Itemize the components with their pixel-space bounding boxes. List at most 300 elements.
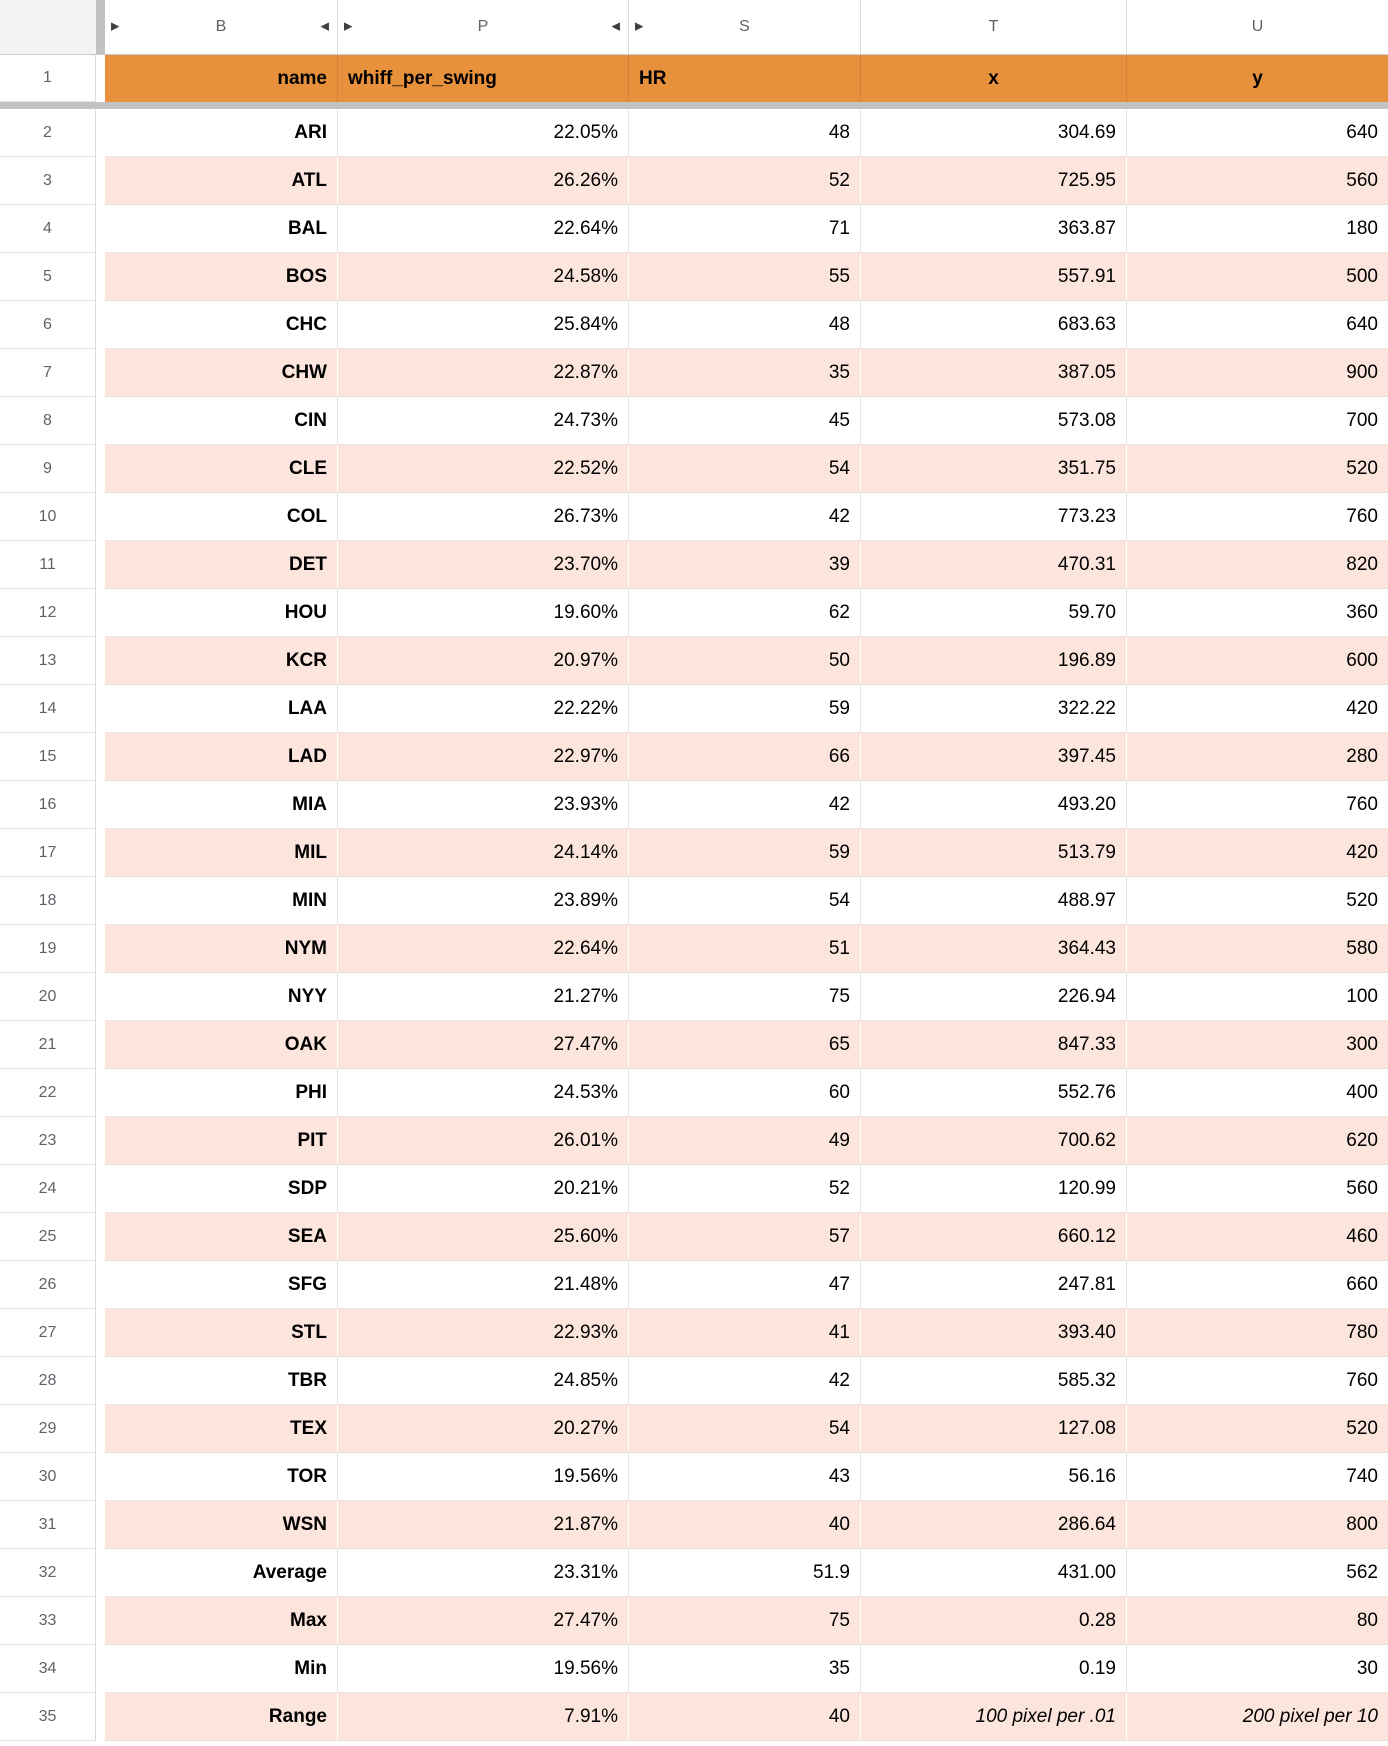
cell-name[interactable]: BOS	[105, 253, 338, 301]
cell-name[interactable]: NYM	[105, 925, 338, 973]
cell-name[interactable]: CHW	[105, 349, 338, 397]
header-cell-whiff[interactable]: whiff_per_swing	[338, 55, 629, 102]
cell-x[interactable]: 120.99	[861, 1165, 1127, 1213]
cell-name[interactable]: OAK	[105, 1021, 338, 1069]
frozen-column-band	[96, 253, 105, 301]
row-number[interactable]: 28	[0, 1357, 96, 1405]
cell-name[interactable]: LAD	[105, 733, 338, 781]
column-letter-label: U	[1251, 18, 1264, 35]
cell-y[interactable]: 740	[1127, 1453, 1388, 1501]
table-row	[0, 781, 1388, 829]
table-row	[0, 301, 1388, 349]
row-number[interactable]: 34	[0, 1645, 96, 1693]
header-cell-y[interactable]: y	[1127, 55, 1388, 102]
cell-name[interactable]: Average	[105, 1549, 338, 1597]
row-number[interactable]: 27	[0, 1309, 96, 1357]
frozen-column-band	[96, 397, 105, 445]
row-number[interactable]: 21	[0, 1021, 96, 1069]
cell-y[interactable]: 900	[1127, 349, 1388, 397]
table-row	[0, 109, 1388, 157]
row-number[interactable]: 31	[0, 1501, 96, 1549]
cell-x[interactable]: 322.22	[861, 685, 1127, 733]
table-row	[0, 1309, 1388, 1357]
cell-whiff[interactable]: 24.58%	[338, 253, 629, 301]
row-number[interactable]: 29	[0, 1405, 96, 1453]
row-number[interactable]: 8	[0, 397, 96, 445]
frozen-column-band	[96, 493, 105, 541]
cell-whiff[interactable]: 19.56%	[338, 1645, 629, 1693]
row-number[interactable]: 10	[0, 493, 96, 541]
column-header-U[interactable]	[1127, 0, 1388, 55]
cell-y[interactable]: 180	[1127, 205, 1388, 253]
cell-y[interactable]: 560	[1127, 157, 1388, 205]
cell-x[interactable]: 700.62	[861, 1117, 1127, 1165]
table-row	[0, 1597, 1388, 1645]
cell-name[interactable]: Min	[105, 1645, 338, 1693]
cell-name[interactable]: CIN	[105, 397, 338, 445]
cell-x[interactable]: 0.19	[861, 1645, 1127, 1693]
frozen-column-band	[96, 1645, 105, 1693]
row-number[interactable]: 26	[0, 1261, 96, 1309]
row-number[interactable]: 32	[0, 1549, 96, 1597]
cell-hr[interactable]: 51	[629, 925, 861, 973]
frozen-column-divider	[96, 0, 105, 55]
cell-name[interactable]: MIL	[105, 829, 338, 877]
cell-x[interactable]: 0.28	[861, 1597, 1127, 1645]
frozen-column-band	[96, 877, 105, 925]
cell-hr[interactable]: 62	[629, 589, 861, 637]
cell-x[interactable]: 585.32	[861, 1357, 1127, 1405]
frozen-column-band	[96, 541, 105, 589]
cell-y[interactable]: 420	[1127, 829, 1388, 877]
row-number[interactable]: 7	[0, 349, 96, 397]
table-row	[0, 925, 1388, 973]
cell-x[interactable]: 488.97	[861, 877, 1127, 925]
column-header-S[interactable]	[629, 0, 861, 55]
cell-whiff[interactable]: 22.52%	[338, 445, 629, 493]
cell-y[interactable]: 80	[1127, 1597, 1388, 1645]
row-number[interactable]: 35	[0, 1693, 96, 1741]
row-number[interactable]: 30	[0, 1453, 96, 1501]
cell-x[interactable]: 660.12	[861, 1213, 1127, 1261]
cell-hr[interactable]: 66	[629, 733, 861, 781]
cell-y[interactable]: 520	[1127, 1405, 1388, 1453]
cell-name[interactable]: TOR	[105, 1453, 338, 1501]
cell-hr[interactable]: 59	[629, 829, 861, 877]
table-row	[0, 1213, 1388, 1261]
row-number[interactable]: 25	[0, 1213, 96, 1261]
frozen-column-band	[96, 781, 105, 829]
frozen-column-band	[96, 109, 105, 157]
table-row	[0, 1357, 1388, 1405]
cell-hr[interactable]: 54	[629, 445, 861, 493]
row-number[interactable]: 1	[0, 55, 96, 102]
cell-name[interactable]: ARI	[105, 109, 338, 157]
cell-name[interactable]: ATL	[105, 157, 338, 205]
cell-y[interactable]: 280	[1127, 733, 1388, 781]
row-number[interactable]: 23	[0, 1117, 96, 1165]
cell-whiff[interactable]: 23.93%	[338, 781, 629, 829]
cell-name[interactable]: TBR	[105, 1357, 338, 1405]
table-row	[0, 493, 1388, 541]
cell-y[interactable]: 30	[1127, 1645, 1388, 1693]
column-header-B[interactable]	[105, 0, 338, 55]
cell-name[interactable]: SDP	[105, 1165, 338, 1213]
cell-y[interactable]: 300	[1127, 1021, 1388, 1069]
cell-y[interactable]: 760	[1127, 493, 1388, 541]
row-number[interactable]: 3	[0, 157, 96, 205]
cell-name[interactable]: PIT	[105, 1117, 338, 1165]
cell-y[interactable]: 820	[1127, 541, 1388, 589]
frozen-column-band	[96, 1309, 105, 1357]
cell-hr[interactable]: 57	[629, 1213, 861, 1261]
cell-hr[interactable]: 39	[629, 541, 861, 589]
frozen-column-band	[96, 1261, 105, 1309]
frozen-column-band	[96, 589, 105, 637]
cell-hr[interactable]: 47	[629, 1261, 861, 1309]
table-row	[0, 1405, 1388, 1453]
cell-y[interactable]: 640	[1127, 109, 1388, 157]
frozen-column-band	[96, 1213, 105, 1261]
row-number[interactable]: 11	[0, 541, 96, 589]
table-row	[0, 541, 1388, 589]
column-header-T[interactable]	[861, 0, 1127, 55]
cell-hr[interactable]: 43	[629, 1453, 861, 1501]
cell-x[interactable]: 397.45	[861, 733, 1127, 781]
cell-name[interactable]: PHI	[105, 1069, 338, 1117]
row-number[interactable]: 2	[0, 109, 96, 157]
cell-hr[interactable]: 55	[629, 253, 861, 301]
row-number[interactable]: 15	[0, 733, 96, 781]
cell-whiff[interactable]: 22.05%	[338, 109, 629, 157]
table-row	[0, 877, 1388, 925]
table-row	[0, 445, 1388, 493]
cell-hr[interactable]: 75	[629, 973, 861, 1021]
table-row	[0, 1021, 1388, 1069]
table-row	[0, 1645, 1388, 1693]
cell-x[interactable]: 557.91	[861, 253, 1127, 301]
cell-name[interactable]: DET	[105, 541, 338, 589]
cell-whiff[interactable]: 24.53%	[338, 1069, 629, 1117]
cell-whiff[interactable]: 22.93%	[338, 1309, 629, 1357]
row-number[interactable]: 9	[0, 445, 96, 493]
cell-x[interactable]: 364.43	[861, 925, 1127, 973]
cell-name[interactable]: CHC	[105, 301, 338, 349]
cell-whiff[interactable]: 19.60%	[338, 589, 629, 637]
cell-whiff[interactable]: 22.87%	[338, 349, 629, 397]
row-number[interactable]: 22	[0, 1069, 96, 1117]
cell-hr[interactable]: 50	[629, 637, 861, 685]
cell-name[interactable]: TEX	[105, 1405, 338, 1453]
cell-y[interactable]: 620	[1127, 1117, 1388, 1165]
row-number[interactable]: 18	[0, 877, 96, 925]
hidden-columns-left-arrow-icon[interactable]: ▶	[635, 20, 644, 33]
cell-whiff[interactable]: 22.22%	[338, 685, 629, 733]
cell-whiff[interactable]: 20.21%	[338, 1165, 629, 1213]
cell-hr[interactable]: 45	[629, 397, 861, 445]
cell-name[interactable]: Range	[105, 1693, 338, 1741]
cell-name[interactable]: LAA	[105, 685, 338, 733]
row-number[interactable]: 33	[0, 1597, 96, 1645]
column-letter-label: B	[215, 18, 227, 35]
frozen-column-band	[96, 205, 105, 253]
row-number[interactable]: 5	[0, 253, 96, 301]
cell-whiff[interactable]: 26.26%	[338, 157, 629, 205]
cell-name[interactable]: SFG	[105, 1261, 338, 1309]
column-letter-label: T	[988, 18, 999, 35]
table-row	[0, 1549, 1388, 1597]
cell-whiff[interactable]: 19.56%	[338, 1453, 629, 1501]
cell-y[interactable]: 200 pixel per 10	[1127, 1693, 1388, 1741]
cell-whiff[interactable]: 23.89%	[338, 877, 629, 925]
row-number[interactable]: 6	[0, 301, 96, 349]
header-row	[0, 55, 1388, 102]
cell-whiff[interactable]: 20.27%	[338, 1405, 629, 1453]
cell-x[interactable]: 847.33	[861, 1021, 1127, 1069]
cell-hr[interactable]: 40	[629, 1693, 861, 1741]
cell-hr[interactable]: 60	[629, 1069, 861, 1117]
hidden-columns-left-arrow-icon[interactable]: ▶	[344, 20, 353, 33]
cell-whiff[interactable]: 21.87%	[338, 1501, 629, 1549]
cell-y[interactable]: 780	[1127, 1309, 1388, 1357]
cell-x[interactable]: 431.00	[861, 1549, 1127, 1597]
row-number[interactable]: 20	[0, 973, 96, 1021]
cell-y[interactable]: 420	[1127, 685, 1388, 733]
cell-x[interactable]: 100 pixel per .01	[861, 1693, 1127, 1741]
frozen-column-band	[96, 1021, 105, 1069]
row-number[interactable]: 14	[0, 685, 96, 733]
table-row	[0, 349, 1388, 397]
cell-name[interactable]: WSN	[105, 1501, 338, 1549]
frozen-column-band	[96, 1597, 105, 1645]
cell-hr[interactable]: 35	[629, 1645, 861, 1693]
frozen-column-band	[96, 1165, 105, 1213]
cell-x[interactable]: 725.95	[861, 157, 1127, 205]
frozen-column-band	[96, 1117, 105, 1165]
cell-y[interactable]: 520	[1127, 877, 1388, 925]
header-cell-name[interactable]: name	[105, 55, 338, 102]
cell-hr[interactable]: 48	[629, 301, 861, 349]
cell-whiff[interactable]: 22.64%	[338, 925, 629, 973]
cell-hr[interactable]: 75	[629, 1597, 861, 1645]
cell-y[interactable]: 700	[1127, 397, 1388, 445]
cell-whiff[interactable]: 25.84%	[338, 301, 629, 349]
cell-whiff[interactable]: 24.85%	[338, 1357, 629, 1405]
cell-y[interactable]: 760	[1127, 1357, 1388, 1405]
header-cell-hr[interactable]: HR	[629, 55, 861, 102]
row-number[interactable]: 16	[0, 781, 96, 829]
frozen-column-band	[96, 1405, 105, 1453]
cell-x[interactable]: 573.08	[861, 397, 1127, 445]
frozen-column-band	[96, 685, 105, 733]
cell-y[interactable]: 640	[1127, 301, 1388, 349]
frozen-column-band	[96, 829, 105, 877]
cell-x[interactable]: 470.31	[861, 541, 1127, 589]
frozen-column-band	[96, 1069, 105, 1117]
cell-hr[interactable]: 65	[629, 1021, 861, 1069]
table-row	[0, 685, 1388, 733]
row-number[interactable]: 17	[0, 829, 96, 877]
cell-x[interactable]: 286.64	[861, 1501, 1127, 1549]
cell-whiff[interactable]: 21.27%	[338, 973, 629, 1021]
cell-hr[interactable]: 51.9	[629, 1549, 861, 1597]
frozen-column-band	[96, 1549, 105, 1597]
frozen-column-band	[96, 1501, 105, 1549]
cell-y[interactable]: 760	[1127, 781, 1388, 829]
cell-x[interactable]: 552.76	[861, 1069, 1127, 1117]
cell-hr[interactable]: 52	[629, 1165, 861, 1213]
cell-y[interactable]: 460	[1127, 1213, 1388, 1261]
cell-hr[interactable]: 40	[629, 1501, 861, 1549]
frozen-column-band	[96, 733, 105, 781]
cell-x[interactable]: 683.63	[861, 301, 1127, 349]
cell-name[interactable]: MIN	[105, 877, 338, 925]
frozen-column-band	[96, 925, 105, 973]
row-number[interactable]: 24	[0, 1165, 96, 1213]
header-cell-x[interactable]: x	[861, 55, 1127, 102]
cell-whiff[interactable]: 20.97%	[338, 637, 629, 685]
cell-y[interactable]: 560	[1127, 1165, 1388, 1213]
cell-x[interactable]: 127.08	[861, 1405, 1127, 1453]
row-number[interactable]: 13	[0, 637, 96, 685]
cell-hr[interactable]: 49	[629, 1117, 861, 1165]
cell-name[interactable]: COL	[105, 493, 338, 541]
table-row	[0, 1693, 1388, 1741]
cell-x[interactable]: 56.16	[861, 1453, 1127, 1501]
cell-hr[interactable]: 59	[629, 685, 861, 733]
cell-whiff[interactable]: 26.73%	[338, 493, 629, 541]
cell-y[interactable]: 580	[1127, 925, 1388, 973]
table-row	[0, 1069, 1388, 1117]
cell-x[interactable]: 513.79	[861, 829, 1127, 877]
table-row	[0, 973, 1388, 1021]
table-row	[0, 205, 1388, 253]
frozen-column-band	[96, 1693, 105, 1741]
cell-whiff[interactable]: 27.47%	[338, 1021, 629, 1069]
cell-name[interactable]: SEA	[105, 1213, 338, 1261]
cell-x[interactable]: 351.75	[861, 445, 1127, 493]
frozen-column-band	[96, 445, 105, 493]
cell-hr[interactable]: 42	[629, 493, 861, 541]
cell-name[interactable]: HOU	[105, 589, 338, 637]
cell-whiff[interactable]: 22.64%	[338, 205, 629, 253]
cell-whiff[interactable]: 23.31%	[338, 1549, 629, 1597]
frozen-column-band	[96, 55, 105, 102]
table-row	[0, 1165, 1388, 1213]
cell-y[interactable]: 562	[1127, 1549, 1388, 1597]
cell-hr[interactable]: 54	[629, 877, 861, 925]
cell-x[interactable]: 363.87	[861, 205, 1127, 253]
cell-hr[interactable]: 52	[629, 157, 861, 205]
cell-whiff[interactable]: 23.70%	[338, 541, 629, 589]
cell-y[interactable]: 400	[1127, 1069, 1388, 1117]
table-row	[0, 637, 1388, 685]
cell-x[interactable]: 304.69	[861, 109, 1127, 157]
cell-whiff[interactable]: 24.14%	[338, 829, 629, 877]
cell-whiff[interactable]: 7.91%	[338, 1693, 629, 1741]
cell-name[interactable]: KCR	[105, 637, 338, 685]
data-rows	[0, 109, 1388, 1741]
cell-x[interactable]: 59.70	[861, 589, 1127, 637]
cell-whiff[interactable]: 24.73%	[338, 397, 629, 445]
frozen-column-band	[96, 637, 105, 685]
table-row	[0, 397, 1388, 445]
cell-x[interactable]: 226.94	[861, 973, 1127, 1021]
cell-whiff[interactable]: 22.97%	[338, 733, 629, 781]
row-number[interactable]: 12	[0, 589, 96, 637]
cell-name[interactable]: STL	[105, 1309, 338, 1357]
cell-hr[interactable]: 41	[629, 1309, 861, 1357]
cell-y[interactable]: 100	[1127, 973, 1388, 1021]
hidden-columns-left-arrow-icon[interactable]: ▶	[111, 20, 120, 33]
table-row	[0, 157, 1388, 205]
column-letter-label: S	[739, 18, 750, 35]
cell-y[interactable]: 520	[1127, 445, 1388, 493]
cell-hr[interactable]: 71	[629, 205, 861, 253]
table-row	[0, 1453, 1388, 1501]
cell-x[interactable]: 393.40	[861, 1309, 1127, 1357]
column-letter-label: P	[477, 18, 489, 35]
cell-x[interactable]: 387.05	[861, 349, 1127, 397]
frozen-column-band	[96, 973, 105, 1021]
cell-name[interactable]: MIA	[105, 781, 338, 829]
frozen-row-divider	[0, 102, 1388, 109]
cell-y[interactable]: 800	[1127, 1501, 1388, 1549]
table-row	[0, 829, 1388, 877]
table-row	[0, 1261, 1388, 1309]
table-row	[0, 253, 1388, 301]
select-all-corner[interactable]	[0, 0, 96, 55]
hidden-columns-right-arrow-icon[interactable]: ◀	[320, 20, 329, 33]
hidden-columns-right-arrow-icon[interactable]: ◀	[611, 20, 620, 33]
cell-x[interactable]: 773.23	[861, 493, 1127, 541]
cell-whiff[interactable]: 27.47%	[338, 1597, 629, 1645]
frozen-column-band	[96, 157, 105, 205]
cell-hr[interactable]: 54	[629, 1405, 861, 1453]
row-number[interactable]: 4	[0, 205, 96, 253]
cell-y[interactable]: 360	[1127, 589, 1388, 637]
frozen-column-band	[96, 1453, 105, 1501]
cell-y[interactable]: 500	[1127, 253, 1388, 301]
frozen-column-band	[96, 301, 105, 349]
frozen-column-band	[96, 1357, 105, 1405]
column-header-P[interactable]	[338, 0, 629, 55]
cell-whiff[interactable]: 25.60%	[338, 1213, 629, 1261]
cell-name[interactable]: CLE	[105, 445, 338, 493]
cell-whiff[interactable]: 21.48%	[338, 1261, 629, 1309]
table-row	[0, 589, 1388, 637]
cell-hr[interactable]: 42	[629, 781, 861, 829]
cell-name[interactable]: Max	[105, 1597, 338, 1645]
table-row	[0, 733, 1388, 781]
row-number[interactable]: 19	[0, 925, 96, 973]
cell-hr[interactable]: 42	[629, 1357, 861, 1405]
cell-y[interactable]: 660	[1127, 1261, 1388, 1309]
cell-name[interactable]: BAL	[105, 205, 338, 253]
cell-x[interactable]: 493.20	[861, 781, 1127, 829]
table-row	[0, 1117, 1388, 1165]
cell-hr[interactable]: 35	[629, 349, 861, 397]
cell-whiff[interactable]: 26.01%	[338, 1117, 629, 1165]
table-row	[0, 1501, 1388, 1549]
cell-name[interactable]: NYY	[105, 973, 338, 1021]
cell-y[interactable]: 600	[1127, 637, 1388, 685]
cell-x[interactable]: 247.81	[861, 1261, 1127, 1309]
frozen-column-band	[96, 349, 105, 397]
column-header-strip	[0, 0, 1388, 55]
cell-hr[interactable]: 48	[629, 109, 861, 157]
cell-x[interactable]: 196.89	[861, 637, 1127, 685]
